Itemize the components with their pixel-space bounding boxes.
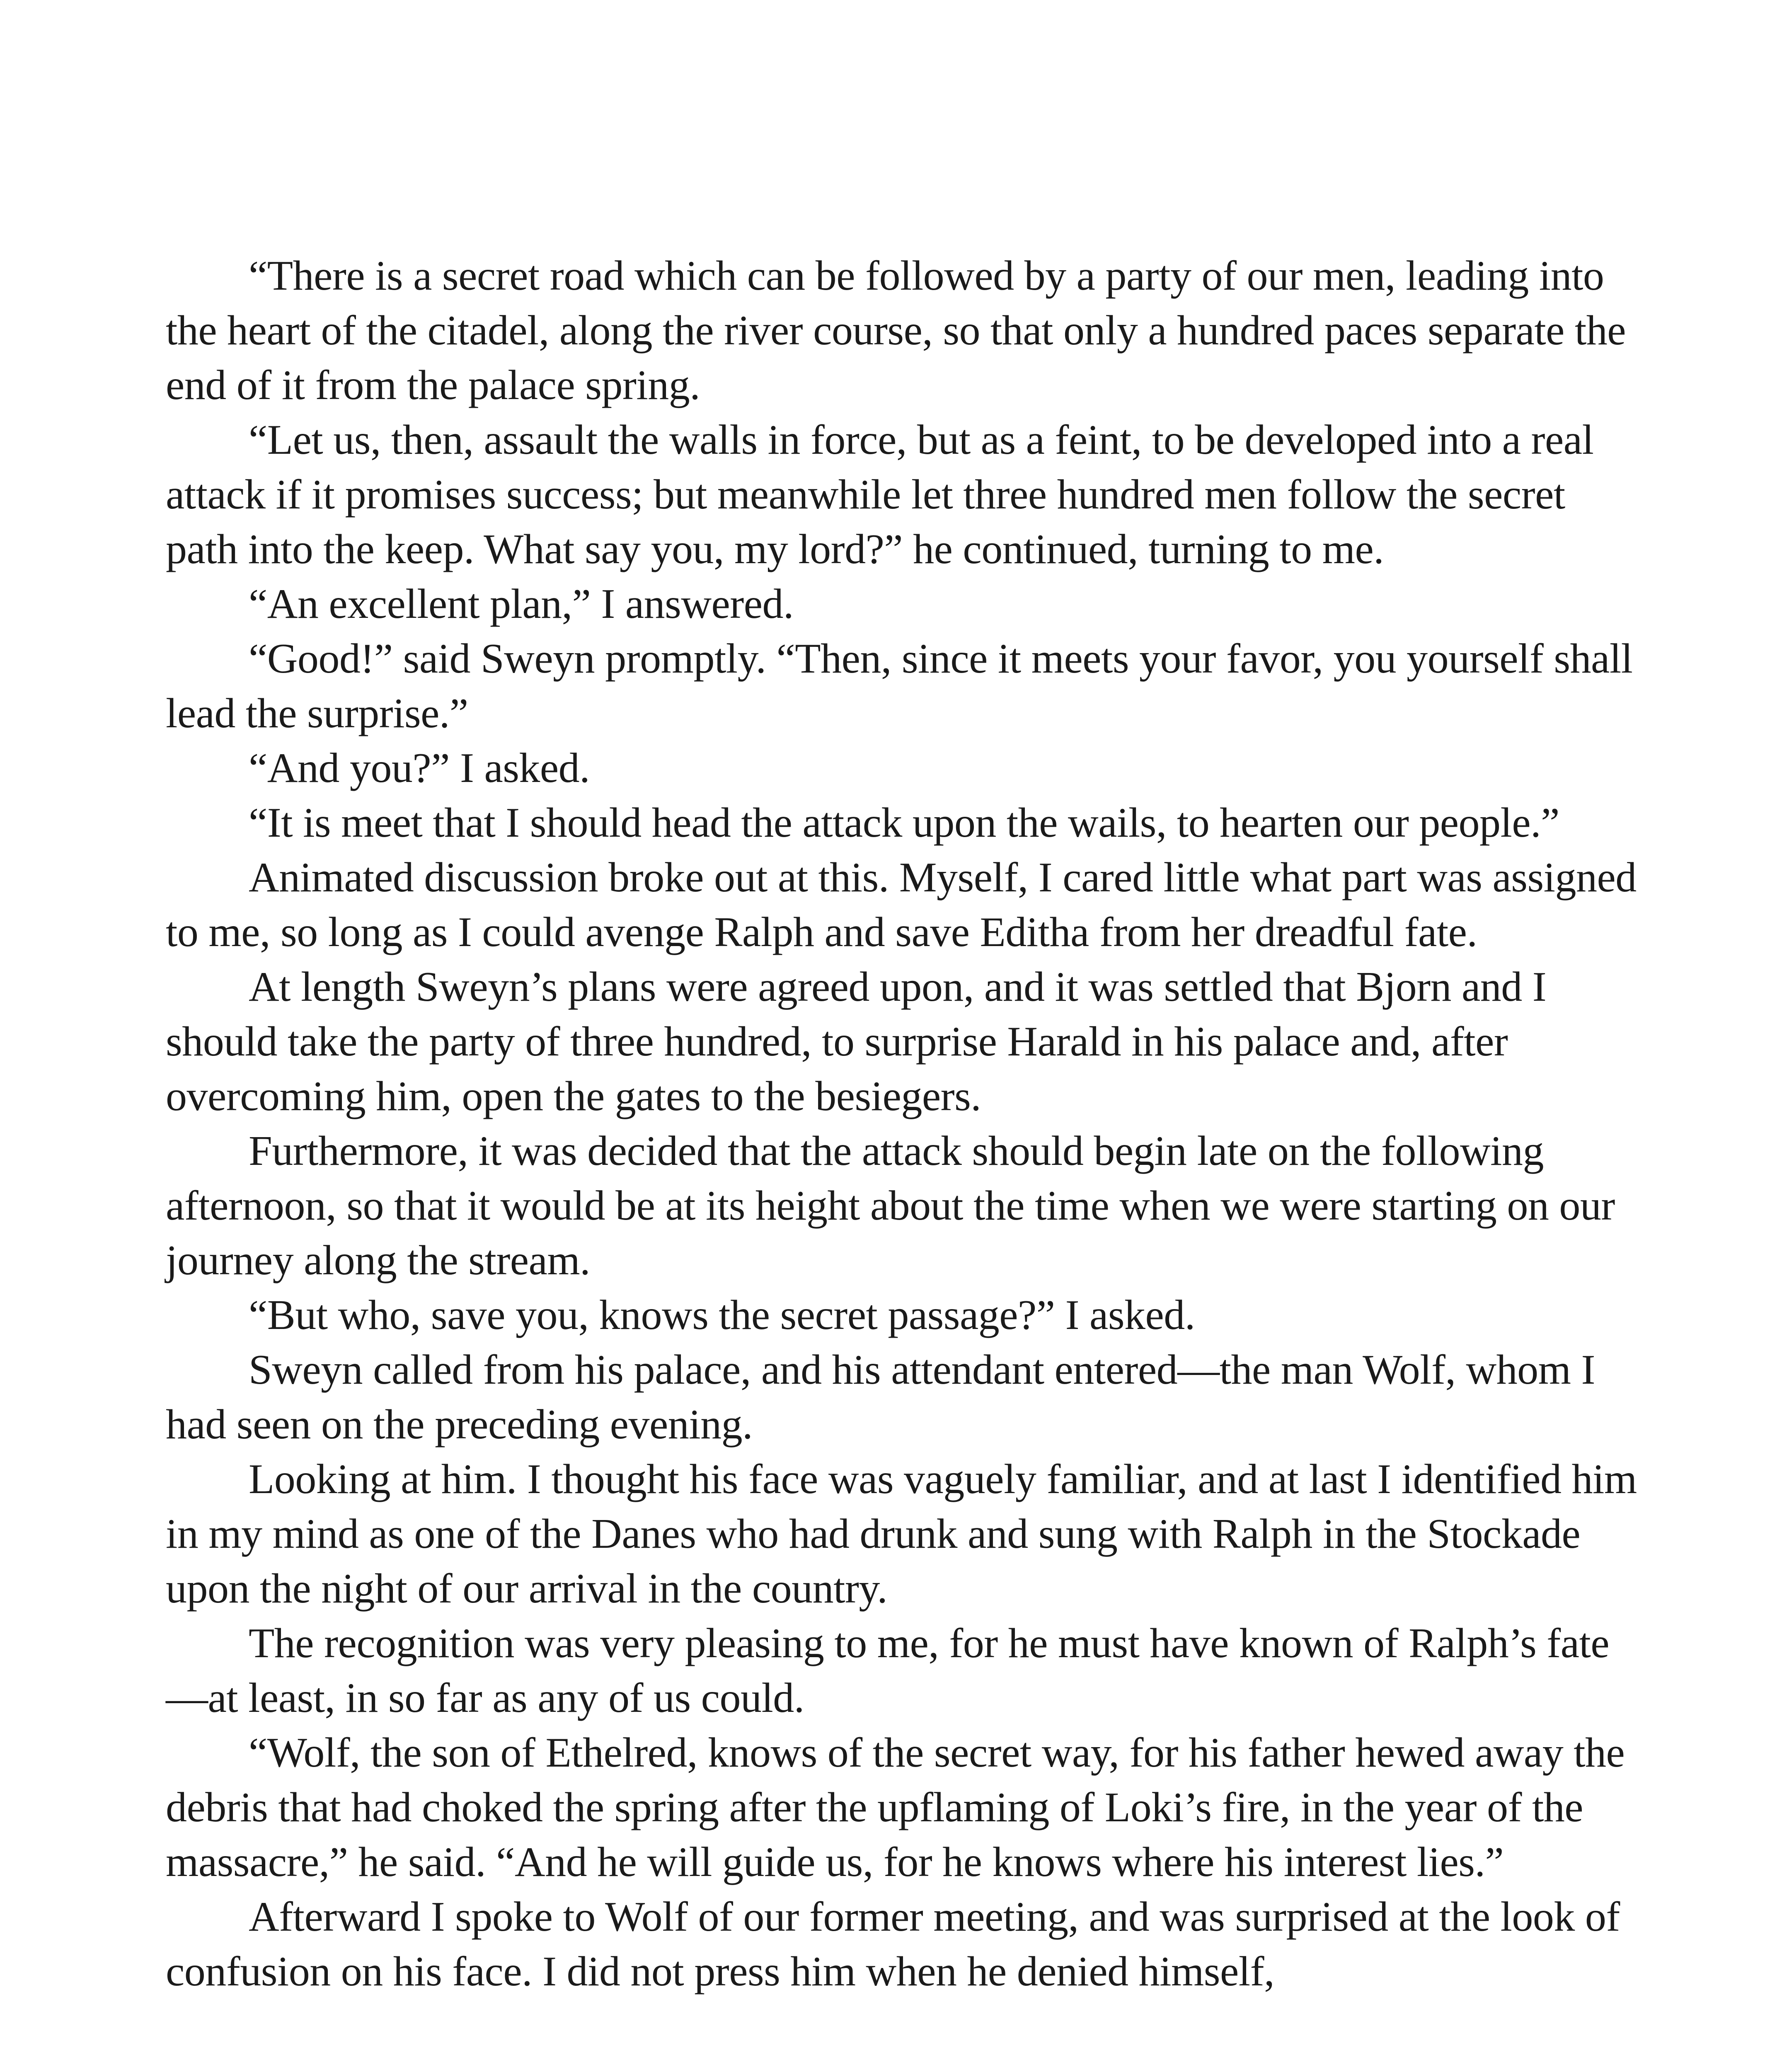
paragraph: “But who, save you, knows the secret passage?” I asked. [249, 1292, 1195, 1339]
paragraph: “There is a secret road which can be followed by a party of our men, leading into the heart of the citadel, along the river course, so that only a hundred paces separate the end of it from the palace spring. [166, 252, 1626, 409]
paragraph: Afterward I spoke to Wolf of our former meeting, and was surprised at the look of confusion on his face. I did not press him when he denied himself, [166, 1893, 1620, 1995]
paragraph: Sweyn called from his palace, and his attendant entered—the man Wolf, whom I had seen on the preceding evening. [166, 1346, 1595, 1448]
paragraph: Animated discussion broke out at this. Myself, I cared little what part was assigned to me, so long as I could avenge Ralph and save Editha from her dreadful fate. [166, 854, 1637, 956]
paragraph: “Wolf, the son of Ethelred, knows of the secret way, for his father hewed away the debris that had choked the spring after the upflaming of Loki’s fire, in the year of the massacre,” he said. “And he will guide us, for he knows where his interest lies.” [166, 1729, 1625, 1886]
paragraph: At length Sweyn’s plans were agreed upon, and it was settled that Bjorn and I should take the party of three hundred, to surprise Harald in his palace and, after overcoming him, open the gates to the besiegers. [166, 963, 1547, 1120]
paragraph: “Good!” said Sweyn promptly. “Then, since it meets your favor, you yourself shall lead the surprise.” [166, 635, 1633, 737]
paragraph: “And you?” I asked. [249, 745, 590, 792]
paragraph: “An excellent plan,” I answered. [249, 581, 794, 627]
paragraph: “Let us, then, assault the walls in force, but as a feint, to be developed into a real attack if it promises success; but meanwhile let three hundred men follow the secret path into the keep. What say you, my lord?” he continued, turning to me. [166, 416, 1594, 573]
paragraph: Looking at him. I thought his face was vaguely familiar, and at last I identified him in my mind as one of the Danes who had drunk and sung with Ralph in the Stockade upon the night of our arrival in the country. [166, 1456, 1637, 1612]
paragraph: Furthermore, it was decided that the attack should begin late on the following afternoon, so that it would be at its height about the time when we were starting on our journey along the stream. [166, 1128, 1615, 1284]
page-body-text [166, 249, 1641, 1999]
paragraph: The recognition was very pleasing to me, for he must have known of Ralph’s fate—at least, in so far as any of us could. [166, 1620, 1610, 1721]
paragraph: “It is meet that I should head the attack upon the wails, to hearten our people.” [249, 799, 1559, 846]
